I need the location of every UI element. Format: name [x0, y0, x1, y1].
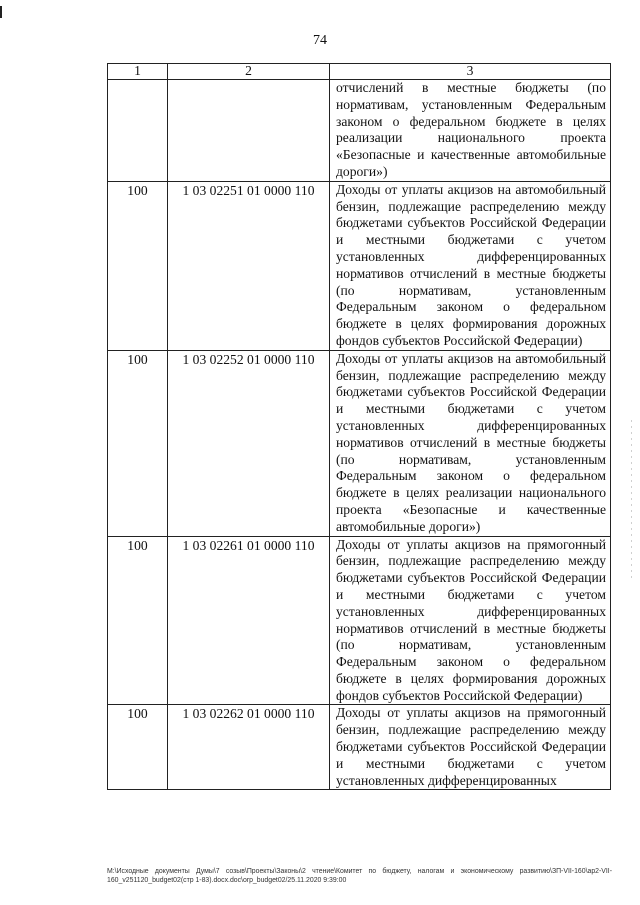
- revenue-code-cell: 1 03 02261 01 0000 110: [168, 536, 330, 705]
- column-number-2: 2: [168, 64, 330, 80]
- revenue-description-cell: Доходы от уплаты акцизов на автомобильный бензин, подлежащие распределению между бюджетами субъектов Российской Федерации и местными бюджетами с учетом установленных дифференцированных нормативов отчислений в местные бюджеты (по нормативам, установленным Федеральным законом о федеральном бюджете в целях реализации национального проекта «Безопасные и качественные автомобильные дороги»): [330, 350, 611, 536]
- revenue-code-cell: 1 03 02251 01 0000 110: [168, 181, 330, 350]
- revenue-code-cell: [168, 80, 330, 182]
- page-number: 74: [313, 33, 327, 48]
- revenue-description-cell: Доходы от уплаты акцизов на автомобильный бензин, подлежащие распределению между бюджетами субъектов Российской Федерации и местными бюджетами с учетом установленных дифференцированных нормативов отчислений в местные бюджеты (по нормативам, установленным Федеральным законом о федеральном бюджете в целях формирования дорожных фондов субъектов Российской Федерации): [330, 181, 611, 350]
- table-row: [108, 80, 611, 182]
- administrator-code-cell: [108, 80, 168, 182]
- document-path-footer: M:\Исходные документы Думы\7 созыв\Проекты\Законы\2 чтение\Комитет по бюджету, налогам и экономическому развитию\ЗП-VII-160\ap2-VII-160_v251120_budget02(стр 1-83).docx.doc\orp_budget02/25.11.2020 9:39:00: [107, 868, 612, 884]
- revenue-code-cell: 1 03 02252 01 0000 110: [168, 350, 330, 536]
- scan-edge-mark: [0, 6, 2, 18]
- administrator-code-cell: 100: [108, 536, 168, 705]
- table-row: [108, 705, 611, 790]
- revenue-codes-table: [107, 63, 611, 790]
- column-number-3: 3: [330, 64, 611, 80]
- column-number-1: 1: [108, 64, 168, 80]
- table-row: [108, 350, 611, 536]
- administrator-code-cell: 100: [108, 705, 168, 790]
- administrator-code-cell: 100: [108, 350, 168, 536]
- revenue-description-cell: отчислений в местные бюджеты (по нормативам, установленным Федеральным законом о федеральном бюджете в целях реализации национального проекта «Безопасные и качественные автомобильные дороги»): [330, 80, 611, 182]
- administrator-code-cell: 100: [108, 181, 168, 350]
- column-number-row: [108, 64, 611, 80]
- revenue-description-cell: Доходы от уплаты акцизов на прямогонный бензин, подлежащие распределению между бюджетами субъектов Российской Федерации и местными бюджетами с учетом установленных дифференцированных: [330, 705, 611, 790]
- scan-edge-specks: [631, 420, 632, 580]
- table-row: [108, 536, 611, 705]
- revenue-description-cell: Доходы от уплаты акцизов на прямогонный бензин, подлежащие распределению между бюджетами субъектов Российской Федерации и местными бюджетами с учетом установленных дифференцированных нормативов отчислений в местные бюджеты (по нормативам, установленным Федеральным законом о федеральном бюджете в целях формирования дорожных фондов субъектов Российской Федерации): [330, 536, 611, 705]
- table-row: [108, 181, 611, 350]
- revenue-code-cell: 1 03 02262 01 0000 110: [168, 705, 330, 790]
